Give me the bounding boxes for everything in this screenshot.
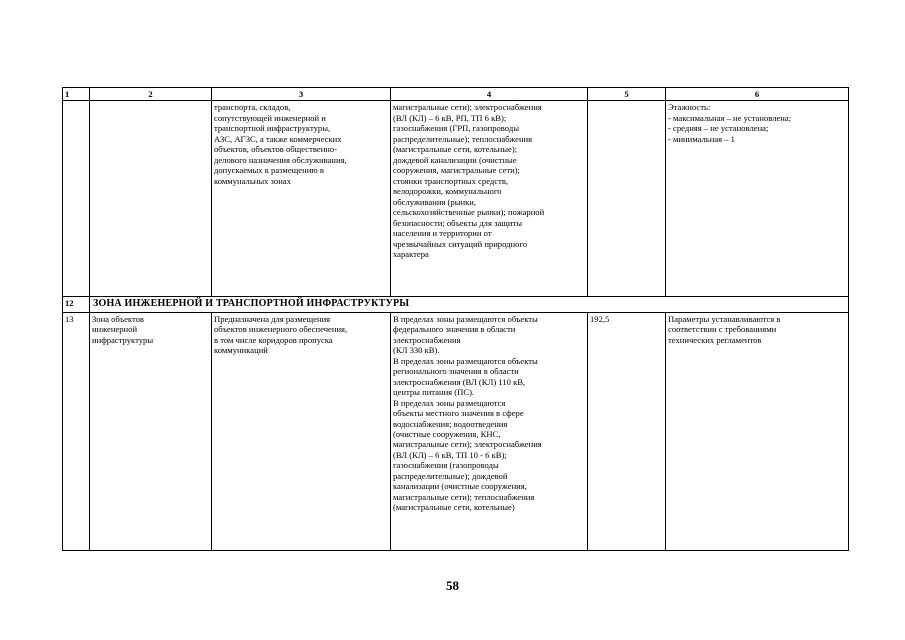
cell-number: 13 xyxy=(63,312,90,550)
cell-purpose: Предназначена для размещения объектов инженерного обеспечения, в том числе коридоров пропуска коммуникаций xyxy=(212,312,391,550)
cell-zone-name: Зона объектов инженерной инфраструктуры xyxy=(90,312,212,550)
table-row-continued xyxy=(63,101,849,297)
cell-purpose: транспорта, складов, сопутствующей инженерной и транспортной инфраструктуры, АЗС, АГЗС, а также коммерческих объектов, объектов общественно- делового назначения обслуживания, допускаемых к размещению в коммунальных зонах xyxy=(212,101,391,297)
cell-objects: В пределах зоны размещаются объекты федерального значения в области электроснабжения (КЛ 330 кВ). В пределах зоны размещаются объекты регионального значения в области электроснабжения (ВЛ (КЛ) 110 кВ, центры питания (ПС). В пределах зоны размещаются объекты местного значения в сфере водоснабжения; водоотведения (очистные сооружения, КНС, магистральные сети); электроснабжения (ВЛ (КЛ) – 6 кВ, ТП 10 - 6 кВ); газоснабжения (газопроводы распределительные); дождевой канализации (очистные сооружения, магистральные сети); теплоснабжения (магистральные сети, котельные) xyxy=(391,312,588,550)
header-col-4: 4 xyxy=(391,88,588,101)
cell-parameters: Этажность: - максимальная – не установлена; - средняя – не установлена; - минимальная – 1 xyxy=(666,101,849,297)
table-row-13 xyxy=(63,312,849,550)
header-col-1: 1 xyxy=(63,88,90,101)
header-row xyxy=(63,88,849,101)
zoning-table xyxy=(62,87,849,551)
section-row xyxy=(63,297,849,312)
header-col-5: 5 xyxy=(588,88,666,101)
cell-number xyxy=(63,101,90,297)
cell-objects: магистральные сети); электроснабжения (ВЛ (КЛ) – 6 кВ, РП, ТП 6 кВ); газоснабжения (ГРП, газопроводы распределительные); теплоснабжения (магистральные сети, котельные); дождевой канализации (очистные сооружения, магистральные сети); стоянки транспортных средств, велодорожки, коммунального обслуживания (рынки, сельскохозяйственные рынки); пожарной безопасности; объекты для защиты населения и территории от чрезвычайных ситуаций природного характера xyxy=(391,101,588,297)
cell-area xyxy=(588,101,666,297)
header-col-2: 2 xyxy=(90,88,212,101)
section-title: ЗОНА ИНЖЕНЕРНОЙ И ТРАНСПОРТНОЙ ИНФРАСТРУКТУРЫ xyxy=(90,297,849,312)
cell-zone-name xyxy=(90,101,212,297)
cell-parameters: Параметры устанавливаются в соответствии с требованиями технических регламентов xyxy=(666,312,849,550)
section-number: 12 xyxy=(63,297,90,312)
header-col-6: 6 xyxy=(666,88,849,101)
header-col-3: 3 xyxy=(212,88,391,101)
page-number: 58 xyxy=(446,578,459,593)
cell-area: 192,5 xyxy=(588,312,666,550)
